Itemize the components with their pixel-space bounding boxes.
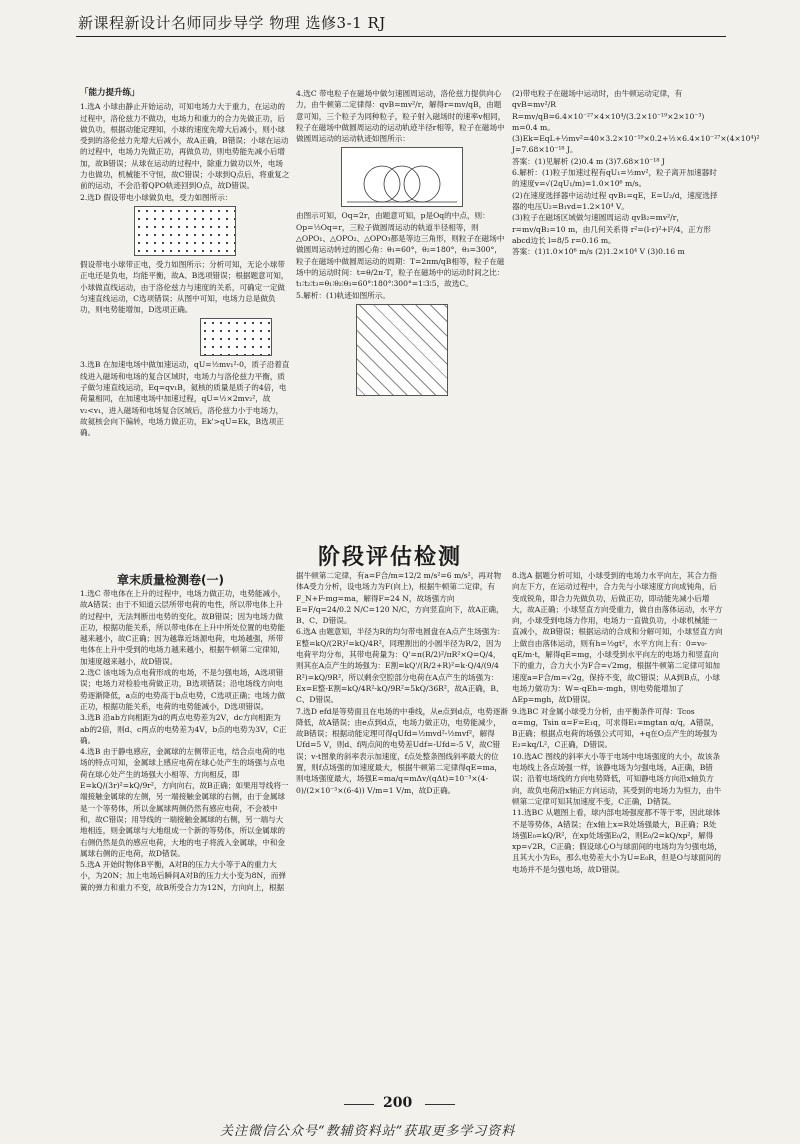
answer-paragraph: 1.选C 带电体在上升的过程中，电场力做正功，电势能减小，故A错误；由于不知道云层所带电荷的电性，所以带电体上升的过程中，无法判断出电势的变化，故B错误；因为电场力做正功，根据功能关系，所以带电体在上升中所处位置的电势能越来越小，故C正确；因为越靠近场源电荷，电场越强，所带电体在上升中受到的电场力越来越小，根据牛顿第二定律知，加速度越来越小，故D错误。 [80,589,286,666]
answer-paragraph: 2.选D 假设带电小球做负电，受力如图所示： [80,192,233,202]
answer-paragraph: 11.选BC 从题图上看，球内部电场强度都不等于零，因此球体不是等势体，A错误；在x轴上x=R处场强最大，B正确；R处场强E₀=kQ/R²，在xp处场强E₀/2，则E₀/2=kQ/xp²，解得xp=√2R，C正确；假设球心O与球面间的电场均为匀强电场，且其大小为E₀，那么电势差大小为U=E₀R，但是O与球面间的电场并不是匀强电场，故D错误。 [512,808,722,874]
circle-trajectory-diagram [341,147,463,207]
answer-paragraph: (3)粒子在磁场区域做匀速圆周运动 qvB₂=mv²/r，r=mv/qB₂=10 m，由几何关系得 r²=(l-r)²+l²/4，正方形abcd边长 l=8/5 r=0.16 m。 [512,213,711,245]
answer-paragraph: 据牛顿第二定律，有a=F合/m=12/2 m/s²=6 m/s²，再对物体A受力分析，设电场力为F(向上)，根据牛顿第二定律，有F_N+F-mg=ma，解得F=24 N，故场强方向E=F/q=24/0.2 N/C=120 N/C，方向竖直向下，故A正确，B、C、D错误。 [296,571,504,626]
field-diagram-1 [134,206,236,256]
trajectory-circles [342,148,462,206]
answer-paragraph: 4.选B 由于静电感应，金属球的左侧带正电，结合点电荷的电场的特点可知，金属球上感应电荷在球心处产生的场强与点电荷在球心处产生的场强大小相等、方向相反，即E=kQ/(3r)²=kQ/9r²，方向向右，故B正确；如果用导线将一端接触金属球的左侧，另一端接触金属球的右侧，由于金属球是一个等势体，所以金属球两侧仍然有感应电荷，不会被中和，故C错误；用导线的一端接触金属球的右侧，另一端与大地相连，则金属球与大地组成一个新的等势体，所以金属球的右侧仍然是负的感应电荷，大地的电子将流入金属球，中和金属球右侧的正电荷，故D错误。 [80,747,289,858]
middle-bottom-column [296,570,508,1080]
answer-paragraph: (2)带电粒子在磁场中运动时，由牛顿运动定律，有 qvB=mv²/R [512,89,683,110]
answer-paragraph: 1.选A 小球由静止开始运动，可知电场力大于重力，在运动的过程中，洛伦兹力不做功，电场力和重力的合力先做正功，后做负功，根据动能定理知，小球的速度先增大后减小，则小球受到的洛伦兹力先增大后减小，故A正确，B错误；小球在运动的过程中，电场力先做正功，再做负功，则电势能先减小后增加，故B错误；从球在运动的过程中，除重力做功以外，电场力也做功，机械能不守恒，故C错误；小球到Q点后，将重复之前的运动，不会沿着QPO轨迹回到O点，故D错误。 [80,102,290,191]
stage-evaluation-title: 阶段评估检测 [318,544,463,570]
page-number-rule-left [344,1104,374,1105]
page-number: 200 [383,1095,413,1111]
answer-paragraph: 6.选A 由题意知，半径为R的均匀带电圆盘在A点产生场强为：E整=kQ/(2R)²=kQ/4R²，同理割出的小圆半径为R/2，因为电荷平均分布，其带电荷量为：Q'=π(R/2)²/πR²×Q=Q/4，则其在A点产生的场强为：E割=kQ'/(R/2+R)²=k·Q/4/(9/4 R²)=kQ/9R²，所以剩余空腔部分电荷在A点产生的场强为：Ex=E整-E割=kQ/4R²-kQ/9R²=5kQ/36R²，故A正确，B、C、D错误。 [296,627,505,705]
answer-paragraph: 4.选C 带电粒子在磁场中做匀速圆周运动，洛伦兹力提供向心力，由牛顿第二定律得：qvB=mv²/r，解得r=mv/qB，由题意可知，三个粒子为同种粒子，粒子射入磁场时的速率v相同，粒子在磁场中做圆周运动的运动轨迹半径r相等，粒子在磁场中做圆周运动的运动轨迹如图所示： [296,89,506,144]
chapter-quality-title: 章末质量检测卷(一) [117,573,224,587]
trajectory-figure-5 [356,304,448,396]
answer-paragraph: 9.选BC 对金属小球受力分析，由平衡条件可得：Tcos α=mg，Tsin α=F=E₁q，可求得E₁=mgtan α/q，A错误，B正确；根据点电荷的场强公式可知，+q在O点产生的场强为E₂=kq/L²，C正确，D错误。 [512,706,719,750]
middle-top-column [296,88,508,528]
answer-paragraph: 3.选B 沿ab方向相距为d的两点电势差为2V，dc方向相距为ab的2倍，则d、c两点的电势差为4V，b点的电势为3V，C正确。 [80,713,287,745]
answer-paragraph: 8.选A 据题分析可知，小球受到的电场力水平向左，其合力指向左下方，在运动过程中，合力先与小球速度方向成钝角，后变成锐角，即合力先做负功，后做正功，即动能先减小后增大，故A正确；小球竖直方向受重力，做自由落体运动，水平方向，小球受到电场力作用，电场力一直做负功，小球机械能一直减小，故B错误；根据运动的合成和分解可知，小球竖直方向上做自由落体运动，则有h=½gt²，水平方向上有：0=v₀-qE/m·t，解得qE=mg，小球受到水平向左的电场力和竖直向下的重力，合力大小为F合=√2mg，根据牛顿第二定律可知加速度a=F合/m=√2g，保持不变，故C错误；从A到B点，小球电场力做功为：W=-qEh=-mgh，则电势能增加了ΔEp=mgh，故D错误。 [512,571,723,705]
answer-paragraph: 7.选D efd是等势面且在电场的中垂线，从e点到d点，电势逐渐降低，故A错误；由e点到d点，电场力做正功，电势能减少，故B错误；根据动能定理可得qUfd=½mvd²-½mvf²，解得Ufd=5 V，则d、f两点间的电势差Udf=-Ufd=-5 V，故C错误；v-t图象的斜率表示加速度，f点处整条图线斜率最大的位置，则f点场强的加速度最大，根据牛顿第二定律得qE=ma，则电场强度最大，场强E=ma/q=mΔv/(qΔt)=10⁻³×(4-0)/(2×10⁻³×(6-4)) V/m=1 V/m，故D正确。 [296,706,508,795]
answer-paragraph: 10.选AC 图线的斜率大小等于电场中电场强度的大小，故该条电场线上各点场强一样，该静电场为匀强电场，A正确，B错误；沿着电场线的方向电势降低，可知静电场方向沿x轴负方向，故负电荷沿x轴正方向运动，其受到的电场力为恒力，由牛顿第二定律可知其加速度不变，C正确，D错误。 [512,751,722,806]
field-diagram-2 [200,318,272,356]
answer-paragraph: 由图示可知，Oq=2r，由题意可知，p是Oq的中点，则：Op=½Oq=r，三粒子做圆周运动的轨道半径相等，则△OPO₁、△OPO₂、△OPO₃都是等边三角形，则粒子在磁场中做圆周运动转过的圆心角：θ₁=60°，θ₂=180°，θ₃=300°，粒子在磁场中做圆周运动的周期：T=2πm/qB相等，粒子在磁场中的运动时间：t=θ/2π·T，粒子在磁场中的运动时间之比：t₁∶t₂∶t₃=θ₁∶θ₂∶θ₃=60°∶180°∶300°=1∶3∶5，故选C。 [296,211,505,289]
answer-paragraph: 5.解析：(1)轨迹如图所示。 [296,290,390,300]
page-number-rule-right [425,1104,455,1105]
answer-paragraph: 6.解析：(1)粒子加速过程有qU₁=½mv²，粒子离开加速器时的速度v=√(2qU₁/m)=1.0×10⁶ m/s。 [512,168,717,189]
header-rule [76,36,726,37]
answer-paragraph: R=mv/qB=6.4×10⁻²⁷×4×10⁴/(3.2×10⁻¹⁹×2×10⁻³) m=0.4 m。 [512,111,705,132]
answer-paragraph: 假设带电小球带正电，受力如图所示；分析可知，无论小球带正电还是负电，均能平衡，故A、B选项错误；根据题意可知，小球做直线运动，由于洛伦兹力与速度的关系，可确定一定做匀速直线运动，C选项错误；从图中可知，电场力总是做负功，则电势能增加，D选项正确。 [80,259,289,315]
answer-paragraph: 2.选C 该电场为点电荷形成的电场，不是匀强电场，A选项错误；电场力对检验电荷做正功，B选项错误；沿电场线方向电势逐渐降低，a点的电势高于b点电势，C选项正确；电场力做正功，根据功能关系，电荷的电势能减小，D选项错误。 [80,668,286,711]
answer-paragraph: (3)Ek=EqL+½mv²=40×3.2×10⁻¹⁹×0.2+½×6.4×10⁻²⁷×(4×10⁴)² J=7.68×10⁻¹⁸ J。 [512,134,760,155]
right-top-column [512,88,760,528]
page-header: 新课程新设计名师同步导学 物理 选修3-1 RJ [78,14,386,32]
answer-paragraph: 3.选B 在加速电场中做加速运动，qU=½mv₁²-0，质子沿着直线进入磁场和电场的复合区域时，电场力与洛伦兹力平衡，质子做匀速直线运动，Eq=qv₁B，氦核的质量是质子的4倍，电荷量相同，在加速电场中加速过程，qU=½×2mv₂²，故v₂<v₁，进入磁场和电场复合区域后，洛伦兹力小于电场力，故氦核会向下偏转，电场力做正功，Ek'>qU=Ek，B选项正确。 [80,360,290,438]
answer-paragraph: 5.选A 开始时物体B平衡，A对B的压力大小等于A的重力大小，为20N；加上电场后瞬间A对B的压力大小变为8N，而弹簧的弹力和重力不变，故B所受合力为12N，方向向上，根据 [80,860,286,892]
answer-paragraph: (2)在速度选择器中运动过程 qvB₁=qE，E=U₂/d，速度选择器的电压U₂=B₁vd=1.2×10⁴ V。 [512,190,718,211]
answer-line: 答案：(1)见解析 (2)0.4 m (3)7.68×10⁻¹⁸ J [512,156,665,166]
footer-note: 关注微信公众号“教辅资料站”获取更多学习资料 [220,1124,516,1139]
section-title: 「能力提升练」 [80,88,140,98]
left-top-column [80,88,290,528]
answer-line: 答案：(1)1.0×10⁶ m/s (2)1.2×10⁴ V (3)0.16 m [512,247,685,257]
left-bottom-column [80,588,290,1080]
right-bottom-column [512,570,724,1080]
